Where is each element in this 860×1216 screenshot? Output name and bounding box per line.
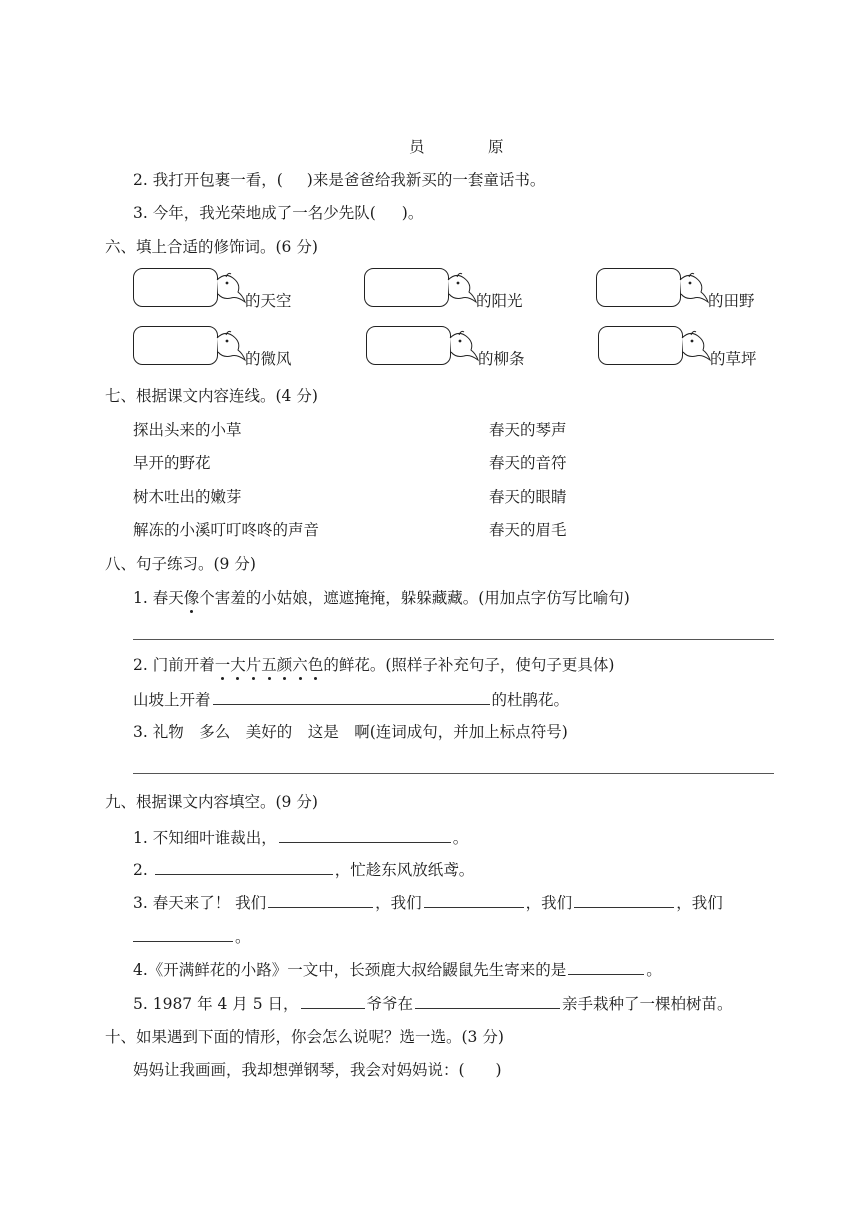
top-char-1: 员 — [409, 138, 425, 156]
match-right-4[interactable]: 春天的眉毛 — [489, 521, 567, 539]
match-right-2[interactable]: 春天的音符 — [489, 454, 567, 472]
section5-q3: 3. 今年，我光荣地成了一名少先队( )。 — [133, 204, 424, 222]
top-char-2: 原 — [488, 138, 504, 156]
modifier-suffix: 的微风 — [245, 350, 292, 368]
dotted-char: 片 — [245, 656, 262, 674]
dotted-char: 色 — [307, 656, 324, 674]
section8-heading: 八、句子练习。(9 分) — [105, 555, 256, 573]
match-left-3[interactable]: 树木吐出的嫩芽 — [133, 488, 242, 506]
section9-q3: 3. 春天来了！ 我们 ，我们 ，我们 ，我们 — [133, 891, 723, 914]
dotted-char: 大 — [230, 656, 246, 674]
section8-q2-answer: 山坡上开着 的杜鹃花。 — [133, 688, 569, 711]
modifier-suffix: 的田野 — [708, 292, 755, 310]
section9-q2: 2. ，忙趁东风放纸鸢。 — [133, 858, 474, 881]
answer-blank[interactable] — [424, 891, 524, 908]
section6-heading: 六、填上合适的修饰词。(6 分) — [105, 238, 318, 256]
section5-q2: 2. 我打开包裹一看，( )来是爸爸给我新买的一套童话书。 — [133, 171, 546, 189]
dotted-char: 颜 — [276, 656, 293, 674]
answer-line[interactable] — [133, 773, 774, 774]
section9-q4: 4.《开满鲜花的小路》一文中，长颈鹿大叔给鼹鼠先生寄来的是 。 — [133, 958, 662, 981]
modifier-suffix: 的草坪 — [710, 350, 757, 368]
dotted-char: 一 — [214, 656, 231, 674]
section10-question: 妈妈让我画画，我却想弹钢琴，我会对妈妈说：( ) — [133, 1061, 502, 1079]
answer-line[interactable] — [133, 639, 774, 640]
section7-heading: 七、根据课文内容连线。(4 分) — [105, 387, 318, 405]
match-right-1[interactable]: 春天的琴声 — [489, 421, 567, 439]
section8-q3: 3. 礼物 多么 美好的 这是 啊(连词成句，并加上标点符号) — [133, 723, 568, 741]
modifier-suffix: 的天空 — [245, 292, 292, 310]
modifier-suffix: 的阳光 — [476, 292, 523, 310]
tag-shape-icon — [366, 326, 478, 366]
answer-blank[interactable] — [268, 891, 373, 908]
match-left-2[interactable]: 早开的野花 — [133, 454, 211, 472]
match-right-3[interactable]: 春天的眼睛 — [489, 488, 567, 506]
answer-blank[interactable] — [301, 992, 365, 1009]
answer-blank[interactable] — [133, 925, 233, 942]
tag-shape-icon — [133, 326, 245, 366]
section8-q1: 1. 春天像个害羞的小姑娘，遮遮掩掩，躲躲藏藏。(用加点字仿写比喻句) — [133, 589, 630, 607]
tag-shape-icon — [596, 268, 708, 308]
dotted-char: 六 — [292, 656, 308, 674]
tag-shape-icon — [133, 268, 245, 308]
section9-q5: 5. 1987 年 4 月 5 日， 爷爷在 亲手栽种了一棵柏树苗。 — [133, 992, 733, 1015]
match-left-1[interactable]: 探出头来的小草 — [133, 421, 242, 439]
answer-blank[interactable] — [568, 958, 644, 975]
answer-blank[interactable] — [574, 891, 674, 908]
answer-blank[interactable] — [415, 992, 560, 1009]
section9-heading: 九、根据课文内容填空。(9 分) — [105, 793, 318, 811]
dotted-char: 像 — [183, 589, 200, 607]
dotted-char: 五 — [261, 656, 277, 674]
section10-heading: 十、如果遇到下面的情形，你会怎么说呢？选一选。(3 分) — [105, 1028, 504, 1046]
modifier-suffix: 的柳条 — [478, 350, 525, 368]
section9-q3-cont: 。 — [133, 925, 251, 948]
section8-q2: 2. 门前开着一大片五颜六色的鲜花。(照样子补充句子，使句子更具体) — [133, 656, 615, 674]
answer-blank[interactable] — [213, 688, 490, 705]
tag-shape-icon — [364, 268, 476, 308]
match-left-4[interactable]: 解冻的小溪叮叮咚咚的声音 — [133, 521, 320, 539]
section9-q1: 1. 不知细叶谁裁出， 。 — [133, 826, 468, 849]
tag-shape-icon — [598, 326, 710, 366]
dotted-phrase — [215, 656, 324, 674]
answer-blank[interactable] — [155, 858, 333, 875]
answer-blank[interactable] — [279, 826, 451, 843]
